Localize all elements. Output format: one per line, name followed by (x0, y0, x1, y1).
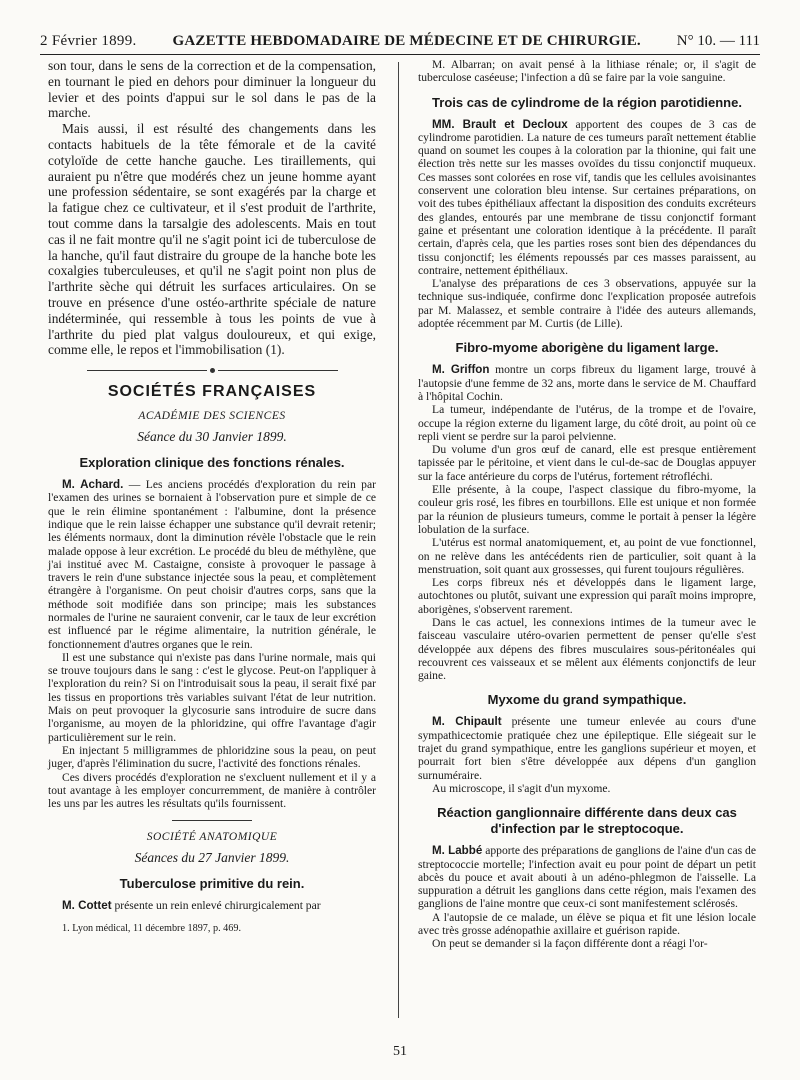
paragraph: M. Chipault présente une tumeur enlevée au cours d'une sympathicectomie pratiquée chez une épileptique. Elle siégeait sur le trajet du grand sympathique, entre les ganglions supérieur et moyen, et pourrait fort bien s'être développée aux dépens d'un ganglion surnuméraire. (418, 715, 756, 782)
paragraph: Du volume d'un gros œuf de canard, elle est presque entièrement tapissée par le péritoine, et vient dans le cul-de-sac de Douglas appuyer sur la face antérieure du corps de l'utérus, fortement rétrofléchi. (418, 443, 756, 483)
paragraph: Ces divers procédés d'exploration ne s'excluent nullement et il y a tout avantage à les employer concurremment, de manière à contrôler les uns par les autres les résultats qu'ils fournissent. (48, 770, 376, 811)
paragraph: Mais aussi, il est résulté des changements dans les contacts habituels de la tête fémorale et de la cavité cotyloïde de cette hanche gauche. Les tiraillements, qui auraient pu n'être que modérés chez un jeune homme ayant une profession sédentaire, se sont exagérés par la charge et la fatigue chez ce cultivateur, et il s'est produit de l'arthrite, tout comme dans la tarsalgie des adolescents. Mais en tout cas il ne fait montre qu'il ne s'agit point ici de tuberculose de la hanche, qu'il faut distraire du groupe de la hanche bote les coxalgies tuberculeuses, et qu'il ne s'agit point non plus de l'arthrite sèche qui détruit les surfaces articulaires. On se trouve en présence d'une ostéo-arthrite spéciale de nature indéterminée, qui ressemble à tous les points de vue à l'arthrite du pied plat valgus douloureux, et qui exige, comme elle, le repos et l'immobilisation (1). (48, 121, 376, 358)
right-column (418, 58, 756, 951)
issue-number: N° 10. — 111 (676, 33, 760, 49)
article-title: Réaction ganglionnaire différente dans deux cas d'infection par le streptocoque. (437, 805, 737, 837)
paragraph: M. Labbé apporte des préparations de ganglions de l'aine d'un cas de streptococcie mortelle; l'infection avait eu pour point de départ un petit abcès du pouce et avait abouti à un adéno-phlegmon de l'aisselle. La suppuration a détruit les ganglions dans cette région, mais l'examen des ganglions de l'aine montre que ceux-ci sont manifestement sclérosés. (418, 844, 756, 911)
column-divider (398, 62, 399, 1018)
paragraph: M. Griffon montre un corps fibreux du ligament large, trouvé à l'autopsie d'une femme de 32 ans, morte dans le service de M. Chauffard à l'hôpital Cochin. (418, 363, 756, 403)
society-name: ACADÉMIE DES SCIENCES (138, 410, 286, 423)
paragraph: M. Albarran; on avait pensé à la lithiase rénale; or, il s'agit de tuberculose caséeuse; l'infection a dû se faire par la voie sanguine. (418, 58, 756, 85)
paragraph: Les corps fibreux nés et développés dans le ligament large, autochtones ou plutôt, suivant une expression qui paraît moins impropre, aborigènes, s'observent rarement. (418, 576, 756, 616)
article-title: Fibro-myome aborigène du ligament large. (455, 340, 719, 356)
footnote: 1. Lyon médical, 11 décembre 1897, p. 469. (62, 923, 241, 935)
paragraph: Au microscope, il s'agit d'un myxome. (432, 781, 611, 795)
paragraph: M. Achard. — Les anciens procédés d'exploration du rein par l'examen des urines se bornaient à l'observation pure et simple de ce que le rein élimine spontanément : l'albumine, dont la présence indique que le rein laisse échapper une substance qu'il devrait retenir; les éléments normaux, dont la diminution révèle l'obstacle que le rein malade oppose à leur excrétion. Le procédé du bleu de méthylène, que j'ai institué avec M. Castaigne, consiste à provoquer le passage à travers le rein d'une substance injectée sous la peau, et complètement étrangère à l'organisme. On peut choisir d'autres corps, sans que la méthode soit modifiée dans son principe; mais les substances normales de l'urine ne sauraient convenir, car le taux de leur excrétion est influencé par le régime alimentaire, la nutrition générale, le fonctionnement d'autres organes que le rein. (48, 478, 376, 651)
header-date: 2 Février 1899. (40, 33, 137, 49)
article-title: Trois cas de cylindrome de la région parotidienne. (432, 94, 742, 110)
author-name: M. Cottet (62, 899, 112, 913)
section-title: SOCIÉTÉS FRANÇAISES (107, 383, 317, 401)
session-date: Séance du 30 Janvier 1899. (137, 428, 287, 444)
paragraph: Elle présente, à la coupe, l'aspect classique du fibro-myome, la couleur gris rosé, les fibres en tourbillons. Elle est unique et non formée par la réunion de plusieurs tumeurs, comme le portait à penser la légère lobulation de la surface. (418, 483, 756, 536)
paragraph: Dans le cas actuel, les connexions intimes de la tumeur avec le faisceau vasculaire utéro-ovarien permettent de penser qu'elle s'est développée aux dépens des fibres musculaires sous-péritonéales qui recouvrent ces vaisseaux et se mêlent aux éléments conjonctifs de leur gaine. (418, 615, 756, 683)
paragraph: L'analyse des préparations de ces 3 observations, appuyée sur la technique sus-indiquée, confirme donc l'explication proposée autrefois par M. Malassez, et semble contraire à l'idée des auteurs allemands, adoptée récemment par M. Curtis (de Lille). (418, 277, 756, 331)
paragraph: Il est une substance qui n'existe pas dans l'urine normale, mais qui se trouve toujours dans le sang : c'est le glycose. Peut-on l'appliquer à l'exploration du rein? Si on l'introduisait sous la peau, il serait fixé par les tissus en proportions très variables suivant l'état de leur nutrition. Mais on peut provoquer la glycosurie sans introduire de sucre dans l'organisme, au moyen de la phloridzine, qui offre l'avantage d'agir particulièrement sur le rein. (48, 650, 376, 744)
ornamental-rule (48, 368, 376, 373)
separator (172, 820, 252, 821)
article-title: Tuberculose primitive du rein. (119, 876, 305, 892)
paragraph: MM. Brault et Decloux apportent des coupes de 3 cas de cylindrome parotidien. La nature de ces tumeurs paraît nettement établie quand on soumet les coupes à la coloration par la thionine, qui fait une élection très nette sur les masses ovoïdes du tissu conjonctif muqueux. Ces masses sont colorées en rose vif, tandis que les cellules avoisinantes conservent une coloration bleu intense. Sur certaines préparations, on voit des tubes épithéliaux affectant la disposition des conduits excréteurs des glandes, entourés par une membrane de tissu conjonctif formant gaine et présentant une coloration identique à la précédente. Il paraît certain, d'après cela, que les parties roses sont bien des dépendances du tissu conjonctif; les éléments repoussés par ces masses paraissent, au contraire, nettement épithéliaux. (418, 117, 756, 277)
left-column (48, 58, 376, 936)
author-name: M. Labbé (432, 844, 483, 858)
paragraph: L'utérus est normal anatomiquement, et, au point de vue fonctionnel, on ne relève dans les antécédents rien de particulier, soit quant à la menstruation, soit quant aux grossesses, qui furent toujours régulières. (418, 536, 756, 576)
paragraph: M. Cottet présente un rein enlevé chirurgicalement par (62, 899, 321, 913)
running-header (40, 22, 760, 55)
author-name: M. Achard. (62, 478, 124, 492)
society-name: SOCIÉTÉ ANATOMIQUE (146, 831, 278, 844)
paragraph: On peut se demander si la façon différente dont a réagi l'or- (432, 937, 708, 951)
article-title: Exploration clinique des fonctions rénales. (79, 455, 345, 471)
journal-title: GAZETTE HEBDOMADAIRE DE MÉDECINE ET DE CHIRURGIE. (172, 33, 641, 49)
author-name: M. Griffon (432, 363, 490, 377)
paragraph: La tumeur, indépendante de l'utérus, de la trompe et de l'ovaire, occupe la région externe du ligament large, du côté droit, au point où ce repli vient se perdre sur la paroi pelvienne. (418, 403, 756, 443)
paragraph: En injectant 5 milligrammes de phloridzine sous la peau, on peut juger, d'après l'élimination du sucre, l'activité des fonctions rénales. (48, 743, 376, 771)
paragraph: A l'autopsie de ce malade, un élève se piqua et fit une lésion locale avec très grosse adénopathie axillaire et guérison rapide. (418, 910, 756, 938)
page-number: 51 (393, 1044, 407, 1059)
session-date: Séances du 27 Janvier 1899. (134, 849, 290, 865)
article-title: Myxome du grand sympathique. (487, 692, 687, 708)
author-name: M. Chipault (432, 715, 502, 729)
author-name: MM. Brault et Decloux (432, 117, 568, 131)
paragraph: son tour, dans le sens de la correction et de la compensation, en tournant le pied en dehors pour diminuer la longueur du levier et des points d'appui sur le sol dans le pas de la marche. (48, 58, 376, 121)
